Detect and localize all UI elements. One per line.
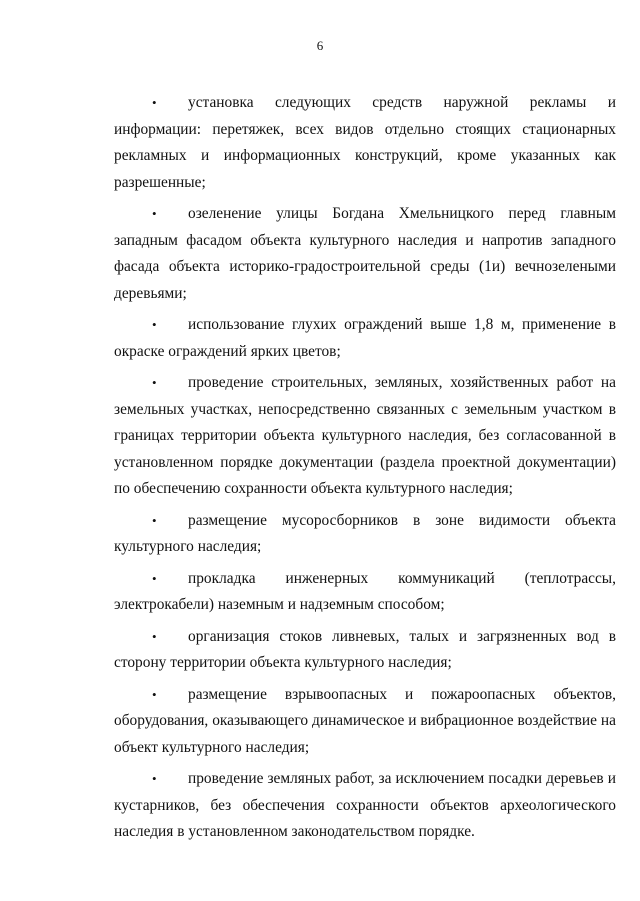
list-item [114,766,616,846]
bullet-icon: • [152,686,157,702]
bullet-icon: • [152,512,157,528]
list-item [114,312,616,365]
list-item-text: проведение земляных работ, за исключением посадки деревьев и кустарников, без обеспечения сохранности объектов археологического наследия в установленном законодательством порядке. [114,770,616,840]
list-item-text: размещение взрывоопасных и пожароопасных объектов, оборудования, оказывающего динамическое и вибрационное воздействие на объект культурного наследия; [114,685,616,756]
bullet-icon: • [152,570,157,586]
list-item [114,201,616,307]
bullet-icon: • [152,628,157,644]
bullet-icon: • [152,206,157,221]
list-item [114,90,616,196]
bullet-icon: • [152,95,157,110]
list-item [114,624,616,677]
bullet-icon: • [152,317,157,332]
list-item-text: размещение мусоросборников в зоне видимости объекта культурного наследия; [114,511,616,555]
page-number: 6 [316,38,324,53]
list-item [114,508,616,561]
list-item-text: проведение строительных, земляных, хозяйственных работ на земельных участках, непосредственно связанных с земельным участком в границах территории объекта культурного наследия, без согласованной в установленном порядке документации (раздела проектной документации) по обеспечению сохранности объекта культурного наследия; [114,374,616,497]
list-item-text: озеленение улицы Богдана Хмельницкого перед главным западным фасадом объекта культурного наследия и напротив западного фасада объекта историко-градостроительной среды (1и) вечнозелеными деревьями; [114,205,616,302]
list-item-text: прокладка инженерных коммуникаций (теплотрассы, электрокабели) наземным и надземным способом; [114,569,616,613]
bullet-icon: • [152,771,157,786]
list-item [114,566,616,619]
list-item-text: установка следующих средств наружной рекламы и информации: перетяжек, всех видов отдельно стоящих стационарных рекламных и информационных конструкций, кроме указанных как разрешенные; [114,94,616,191]
bullet-icon: • [152,375,157,390]
restrictions-list [114,90,616,851]
list-item [114,682,616,762]
list-item-text: использование глухих ограждений выше 1,8 м, применение в окраске ограждений ярких цветов; [114,316,616,360]
list-item-text: организация стоков ливневых, талых и загрязненных вод в сторону территории объекта культурного наследия; [114,627,616,671]
list-item [114,370,616,503]
